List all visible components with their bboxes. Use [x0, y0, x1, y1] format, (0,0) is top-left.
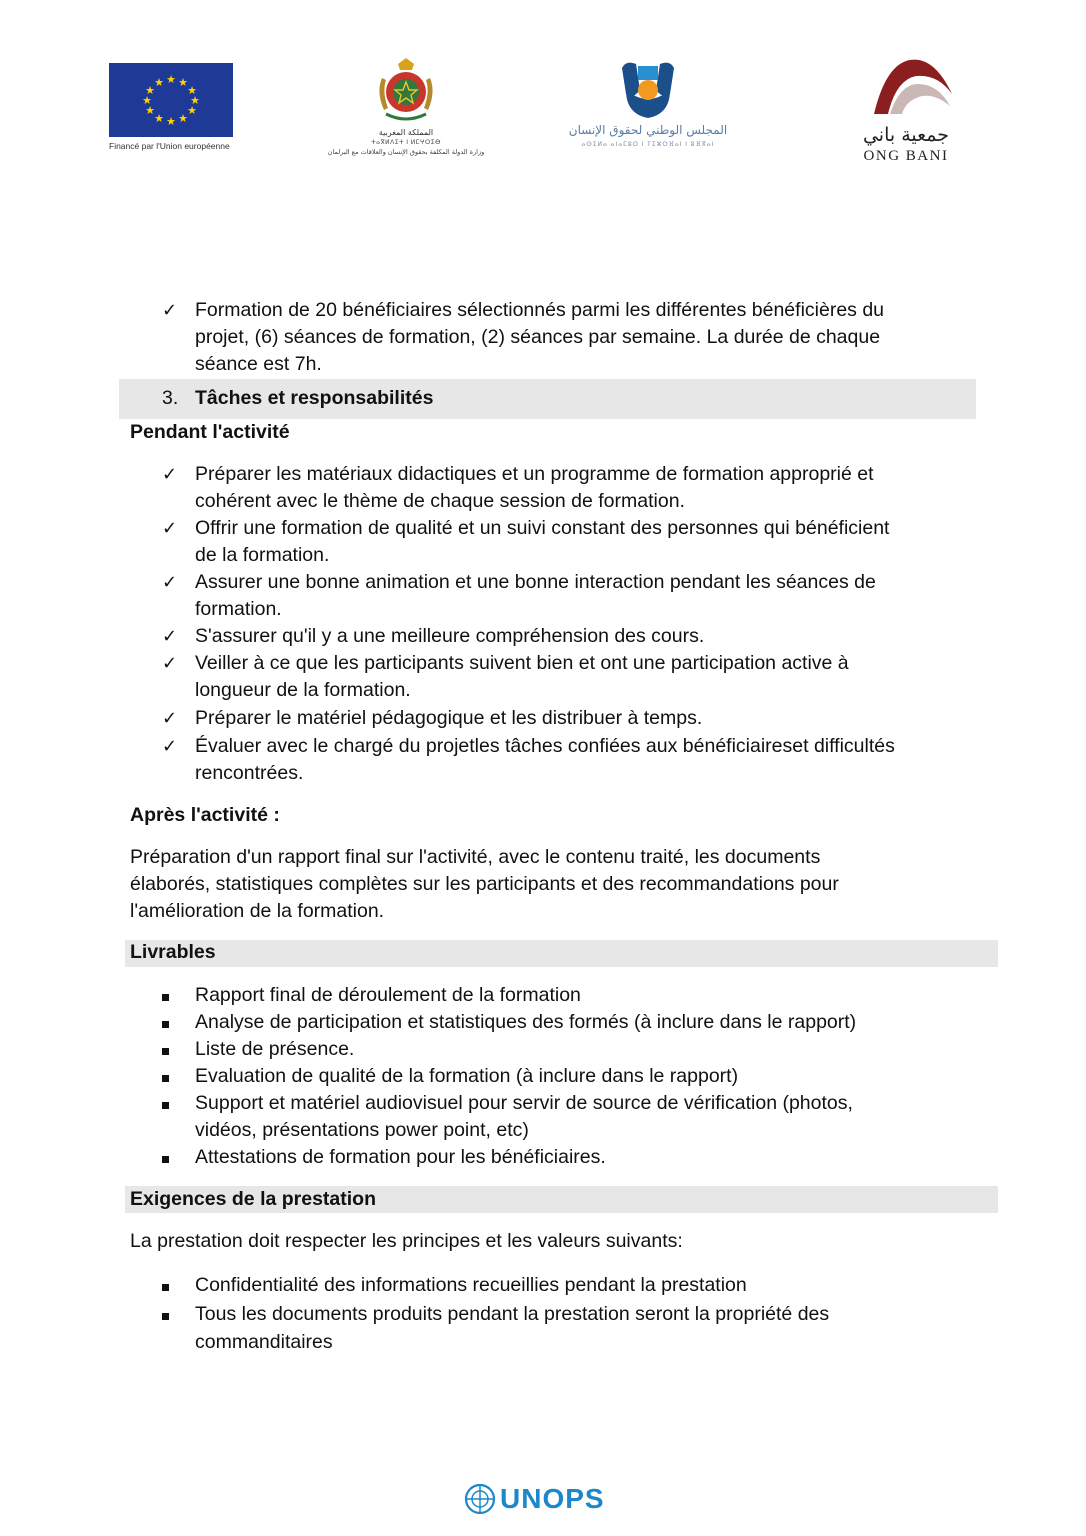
list-item: commanditaires — [195, 1331, 333, 1353]
list-item: rencontrées. — [195, 762, 304, 784]
list-item: Attestations de formation pour les bénéficiaires. — [195, 1146, 606, 1168]
intro-line: projet, (6) séances de formation, (2) séances par semaine. La durée de chaque — [195, 326, 881, 348]
unops-wordmark: UNOPS — [500, 1483, 605, 1514]
svg-text:★: ★ — [166, 115, 176, 128]
square-bullet-icon — [162, 982, 169, 1009]
svg-text:★: ★ — [145, 84, 155, 97]
check-icon: ✓ — [162, 464, 178, 484]
list-item: Rapport final de déroulement de la formation — [195, 984, 581, 1006]
intro-line: séance est 7h. — [195, 353, 322, 375]
list-item: formation. — [195, 598, 282, 620]
morocco-ministry-text: وزارة الدولة المكلفة بحقوق الإنسان والعلاقات مع البرلمان — [327, 148, 485, 156]
svg-text:★: ★ — [178, 76, 188, 89]
subheading-apres: Après l'activité : — [130, 804, 280, 826]
list-item: longueur de la formation. — [195, 679, 411, 701]
list-item: Confidentialité des informations recueillies pendant la prestation — [195, 1274, 747, 1296]
paragraph-line: élaborés, statistiques complètes sur les participants et des recommandations pour — [130, 873, 839, 895]
morocco-tifinagh-text: ⵜⴰⴳⵍⴷⵉⵜ ⵏ ⵍⵎⵖⵔⵉⴱ — [371, 140, 441, 146]
bani-latin-name: ONG BANI — [863, 148, 949, 164]
list-item: de la formation. — [195, 544, 330, 566]
check-icon: ✓ — [162, 300, 178, 320]
list-item: Offrir une formation de qualité et un suivi constant des personnes qui bénéficient — [195, 517, 890, 539]
morocco-ministry-logo — [326, 58, 486, 162]
section-title: Tâches et responsabilités — [195, 387, 434, 409]
square-bullet-icon — [162, 1036, 169, 1063]
svg-text:★: ★ — [142, 94, 152, 107]
un-globe-icon — [464, 1483, 496, 1515]
list-item: vidéos, présentations power point, etc) — [195, 1119, 529, 1141]
square-bullet-icon — [162, 1009, 169, 1036]
list-item: Support et matériel audiovisuel pour servir de source de vérification (photos, — [195, 1092, 853, 1114]
svg-text:★: ★ — [154, 112, 164, 125]
list-item: Évaluer avec le chargé du projetles tâches confiées aux bénéficiaireset difficultés — [195, 735, 895, 757]
svg-text:★: ★ — [145, 104, 155, 117]
svg-text:★: ★ — [190, 94, 200, 107]
square-bullet-icon — [162, 1090, 169, 1117]
check-icon: ✓ — [162, 736, 178, 756]
paragraph-line: La prestation doit respecter les principes et les valeurs suivants: — [130, 1230, 683, 1252]
eu-flag-logo — [109, 63, 233, 137]
svg-text:★: ★ — [154, 76, 164, 89]
list-item: Liste de présence. — [195, 1038, 355, 1060]
list-item: Préparer le matériel pédagogique et les distribuer à temps. — [195, 707, 703, 729]
paragraph-line: Préparation d'un rapport final sur l'activité, avec le contenu traité, les documents — [130, 846, 821, 868]
square-bullet-icon — [162, 1272, 169, 1299]
ong-bani-logo — [846, 54, 966, 166]
check-icon: ✓ — [162, 653, 178, 673]
list-item: S'assurer qu'il y a une meilleure compréhension des cours. — [195, 625, 705, 647]
list-item: Préparer les matériaux didactiques et un programme de formation approprié et — [195, 463, 874, 485]
cndh-arabic-text: المجلس الوطني لحقوق الإنسان — [568, 123, 728, 137]
section-number: 3. — [162, 387, 179, 409]
list-item: Tous les documents produits pendant la prestation seront la propriété des — [195, 1303, 830, 1325]
cndh-logo — [566, 60, 730, 160]
section-heading-shade — [125, 940, 998, 967]
check-icon: ✓ — [162, 518, 178, 538]
intro-line: Formation de 20 bénéficiaires sélectionnés parmi les différentes bénéficières du — [195, 299, 885, 321]
cndh-tifinagh-text: ⴰⵙⵉⵍⴰ ⴰⵏⴰⵎⵓⵔ ⵏ ⵢⵉⵣⵔⴼⴰⵏ ⵏ ⵓⴼⴳⴰⵏ — [581, 142, 715, 148]
bani-arabic-name: جمعية باني — [862, 124, 950, 146]
svg-text:★: ★ — [166, 73, 176, 86]
paragraph-line: l'amélioration de la formation. — [130, 900, 385, 922]
list-item: cohérent avec le thème de chaque session de formation. — [195, 490, 685, 512]
list-item: Analyse de participation et statistiques des formés (à inclure dans le rapport) — [195, 1011, 857, 1033]
check-icon: ✓ — [162, 626, 178, 646]
list-item: Assurer une bonne animation et une bonne interaction pendant les séances de — [195, 571, 876, 593]
list-item: Evaluation de qualité de la formation (à inclure dans le rapport) — [195, 1065, 739, 1087]
subheading-exigences: Exigences de la prestation — [130, 1188, 377, 1210]
square-bullet-icon — [162, 1144, 169, 1171]
subheading-livrables: Livrables — [130, 941, 216, 963]
morocco-arabic-text: المملكة المغربية — [378, 128, 434, 137]
svg-text:★: ★ — [187, 104, 197, 117]
list-item: Veiller à ce que les participants suivent bien et ont une participation active à — [195, 652, 849, 674]
check-icon: ✓ — [162, 572, 178, 592]
square-bullet-icon — [162, 1301, 169, 1328]
svg-text:★: ★ — [187, 84, 197, 97]
unops-logo — [464, 1482, 632, 1516]
square-bullet-icon — [162, 1063, 169, 1090]
eu-funding-caption: Financé par l'Union européenne — [109, 141, 230, 151]
svg-text:★: ★ — [178, 112, 188, 125]
check-icon: ✓ — [162, 708, 178, 728]
subheading-pendant: Pendant l'activité — [130, 421, 290, 443]
